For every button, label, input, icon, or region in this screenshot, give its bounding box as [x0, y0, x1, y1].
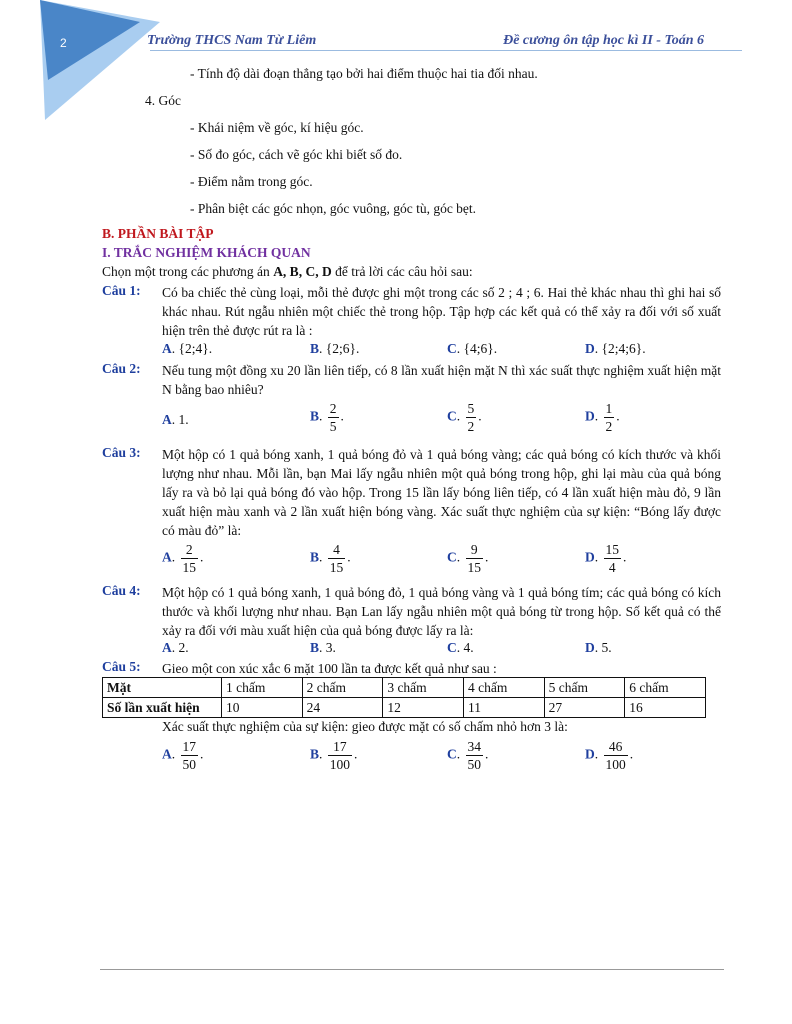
theory-item: - Phân biệt các góc nhọn, góc vuông, góc tù, góc bẹt. [190, 201, 477, 216]
option-c: C. $\frac{5}{2}$ . [447, 401, 482, 434]
question-text: Một hộp có 1 quả bóng xanh, 1 quả bóng đỏ, 1 quả bóng vàng và 1 quả bóng tím; các quả bóng có kích thước và khối lượng như nhau. Bạn Lan lấy ngẫu nhiên một quả bóng từ trong hộp. Số kết quả có thể xảy ra đối với màu xuất hiện của quả bóng được lấy ra là: [162, 585, 721, 638]
question-text: Nếu tung một đồng xu 20 lần liên tiếp, có 8 lần xuất hiện mặt N thì xác suất thực nghiệm xuất hiện mặt N bằng bao nhiêu? [162, 363, 721, 397]
theory-item: - Khái niệm về góc, kí hiệu góc. [190, 120, 364, 135]
table-row-header: Số lần xuất hiện [103, 698, 222, 718]
table-cell: 3 chấm [383, 678, 464, 698]
table-cell: 5 chấm [544, 678, 625, 698]
instruction: Chọn một trong các phương án A, B, C, D để trả lời các câu hỏi sau: [102, 264, 473, 279]
header-divider [150, 50, 742, 51]
part-title: B. PHẦN BÀI TẬP [102, 226, 214, 241]
header-school: Trường THCS Nam Từ Liêm [147, 33, 317, 48]
option-a: A. {2;4}. [162, 341, 213, 356]
question-label: Câu 2: [102, 361, 141, 376]
option-d: D. $\frac{15}{4}$ . [585, 542, 627, 575]
footer-divider [100, 969, 724, 970]
question-text: Gieo một con xúc xắc 6 mặt 100 lần ta được kết quả như sau : [162, 661, 497, 676]
option-a: A. 2. [162, 640, 189, 655]
question-label: Câu 4: [102, 583, 141, 598]
table-cell: 1 chấm [222, 678, 303, 698]
question-label: Câu 5: [102, 659, 141, 674]
table-row [103, 698, 706, 718]
question-label: Câu 1: [102, 283, 141, 298]
table-row [103, 678, 706, 698]
table-cell: 6 chấm [625, 678, 706, 698]
theory-item: - Số đo góc, cách vẽ góc khi biết số đo. [190, 147, 403, 162]
theory-section-title: 4. Góc [145, 93, 181, 108]
table-cell: 10 [222, 698, 303, 718]
option-c: C. $\frac{9}{15}$ . [447, 542, 489, 575]
table-cell: 24 [302, 698, 383, 718]
option-c: C. 4. [447, 640, 474, 655]
table-cell: 16 [625, 698, 706, 718]
option-c: C. $\frac{34}{50}$ . [447, 739, 489, 772]
header-course: Đề cương ôn tập học kì II - Toán 6 [503, 33, 704, 48]
page-number: 2 [60, 36, 67, 50]
option-c: C. {4;6}. [447, 341, 498, 356]
option-b: B. {2;6}. [310, 341, 360, 356]
table-row-header: Mặt [103, 678, 222, 698]
option-d: D. {2;4;6}. [585, 341, 646, 356]
option-a: A. $\frac{17}{50}$ . [162, 739, 204, 772]
option-a: A. 1. [162, 412, 189, 427]
option-a: A. $\frac{2}{15}$ . [162, 542, 204, 575]
question-text: Có ba chiếc thẻ cùng loại, mỗi thẻ được ghi một trong các số 2 ; 4 ; 6. Hai thẻ khác nhau thì ghi hai số khác nhau. Rút ngẫu nhiên một chiếc thẻ trong hộp. Tập hợp các kết quả có thể xảy ra đối với số xuất hiện trên thẻ được rút ra là : [162, 285, 721, 338]
table-cell: 4 chấm [463, 678, 544, 698]
option-b: B. 3. [310, 640, 336, 655]
question-label: Câu 3: [102, 445, 141, 460]
table-cell: 27 [544, 698, 625, 718]
table-cell: 12 [383, 698, 464, 718]
table-cell: 11 [463, 698, 544, 718]
theory-line-top: - Tính độ dài đoạn thẳng tạo bởi hai điểm thuộc hai tia đối nhau. [190, 66, 538, 81]
option-b: B. $\frac{4}{15}$ . [310, 542, 351, 575]
option-b: B. $\frac{2}{5}$ . [310, 401, 344, 434]
dice-results-table [102, 677, 706, 718]
option-d: D. $\frac{1}{2}$ . [585, 401, 620, 434]
option-d: D. 5. [585, 640, 612, 655]
corner-decoration [0, 0, 160, 120]
theory-item: - Điểm nằm trong góc. [190, 174, 313, 189]
option-d: D. $\frac{46}{100}$ . [585, 739, 634, 772]
table-cell: 2 chấm [302, 678, 383, 698]
option-b: B. $\frac{17}{100}$ . [310, 739, 358, 772]
mcq-title: I. TRẮC NGHIỆM KHÁCH QUAN [102, 245, 311, 260]
question-text: Một hộp có 1 quả bóng xanh, 1 quả bóng đỏ và 1 quả bóng vàng; các quả bóng có kích thước và khối lượng như nhau. Mỗi lần, bạn Mai lấy ngẫu nhiên một quả bóng trong hộp, ghi lại màu của quả bóng lấy ra và bỏ lại quả bóng đó vào hộp. Trong 15 lần lấy bóng liên tiếp, có 4 lần xuất hiện màu đỏ, 9 lần xuất hiện màu xanh và 2 lần xuất hiện bóng vàng. Xác suất thực nghiệm của sự kiện: “Bóng lấy được có màu đỏ” là: [162, 447, 721, 538]
question-followup: Xác suất thực nghiệm của sự kiện: gieo được mặt có số chấm nhỏ hơn 3 là: [162, 719, 568, 734]
